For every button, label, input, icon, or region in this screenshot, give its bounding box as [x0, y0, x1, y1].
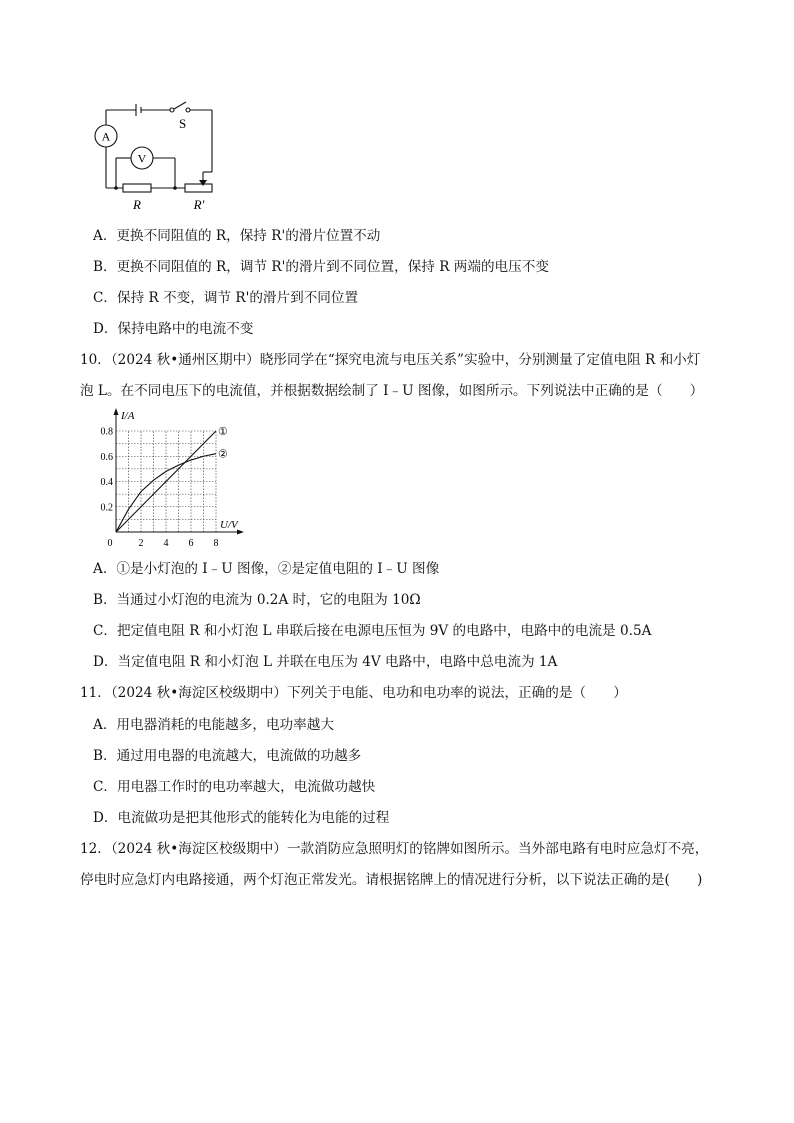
- q10-stem-line1: 10．（2024 秋•通州区期中）晓彤同学在“探究电流与电压关系”实验中，分别测量了定值电阻 R 和小灯: [80, 352, 701, 368]
- q10-option-c: C．把定值电阻 R 和小灯泡 L 串联后接在电源电压恒为 9V 的电路中，电路中的电流是 0.5A: [93, 623, 652, 639]
- q12-stem-line2: 停电时应急灯内电路接通，两个灯泡正常发光。请根据铭牌上的情况进行分析，以下说法正确的是( ): [80, 872, 703, 888]
- q10-option-d: D．当定值电阻 R 和小灯泡 L 并联在电压为 4V 电路中，电路中总电流为 1A: [93, 654, 558, 670]
- q9-option-d: D．保持电路中的电流不变: [93, 321, 254, 337]
- q9-option-c: C．保持 R 不变，调节 R'的滑片到不同位置: [93, 290, 359, 306]
- q11-option-d: D．电流做功是把其他形式的能转化为电能的过程: [93, 810, 390, 826]
- x-tick-label: 6: [188, 538, 194, 549]
- x-tick-label: 4: [163, 538, 169, 549]
- x-tick-label: 8: [213, 538, 219, 549]
- y-tick-label: 0.4: [100, 477, 113, 488]
- y-axis-arrow: [114, 408, 119, 415]
- ammeter-label: A: [101, 129, 111, 144]
- series-label-1: ①: [218, 426, 228, 438]
- q11-option-a: A．用电器消耗的电能越多，电功率越大: [93, 717, 334, 733]
- y-tick-label: 0.2: [100, 502, 113, 514]
- q9-option-b: B．更换不同阻值的 R，调节 R'的滑片到不同位置，保持 R 两端的电压不变: [93, 259, 549, 275]
- switch-label: S: [179, 116, 187, 131]
- q9-option-a: A．更换不同阻值的 R，保持 R'的滑片位置不动: [93, 228, 381, 244]
- y-tick-label: 0.6: [100, 451, 113, 463]
- x-tick-label: 2: [138, 538, 144, 549]
- q12-stem-line1: 12．（2024 秋•海淀区校级期中）一款消防应急照明灯的铭牌如图所示。当外部电路有电时应急灯不亮，: [80, 841, 709, 857]
- q10-option-b: B．当通过小灯泡的电流为 0.2A 时，它的电阻为 10Ω: [93, 592, 421, 608]
- q10-stem-line2: 泡 L。在不同电压下的电流值，并根据数据绘制了 I﹣U 图像，如图所示。下列说法中正确的是（ ）: [80, 383, 704, 399]
- voltmeter-label: V: [137, 151, 147, 166]
- rheostat-label: R′: [193, 197, 205, 212]
- q11-option-b: B．通过用电器的电流越大，电流做的功越多: [93, 748, 362, 764]
- series-label-2: ②: [218, 448, 228, 461]
- q10-option-a: A．①是小灯泡的 I﹣U 图像，②是定值电阻的 I﹣U 图像: [93, 561, 440, 577]
- q11-option-c: C．用电器工作时的电功率越大，电流做功越快: [93, 779, 376, 795]
- iu-chart: [98, 408, 248, 553]
- q11-stem: 11．（2024 秋•海淀区校级期中）下列关于电能、电功和电功率的说法，正确的是（ ）: [80, 685, 627, 701]
- x-axis-label: U/V: [220, 519, 238, 531]
- circuit-diagram: [88, 96, 223, 216]
- origin-label: 0: [107, 538, 113, 549]
- x-axis-arrow: [237, 530, 244, 535]
- resistor-label: R: [133, 197, 141, 212]
- y-tick-label: 0.8: [100, 426, 113, 438]
- y-axis-label: I/A: [121, 410, 135, 422]
